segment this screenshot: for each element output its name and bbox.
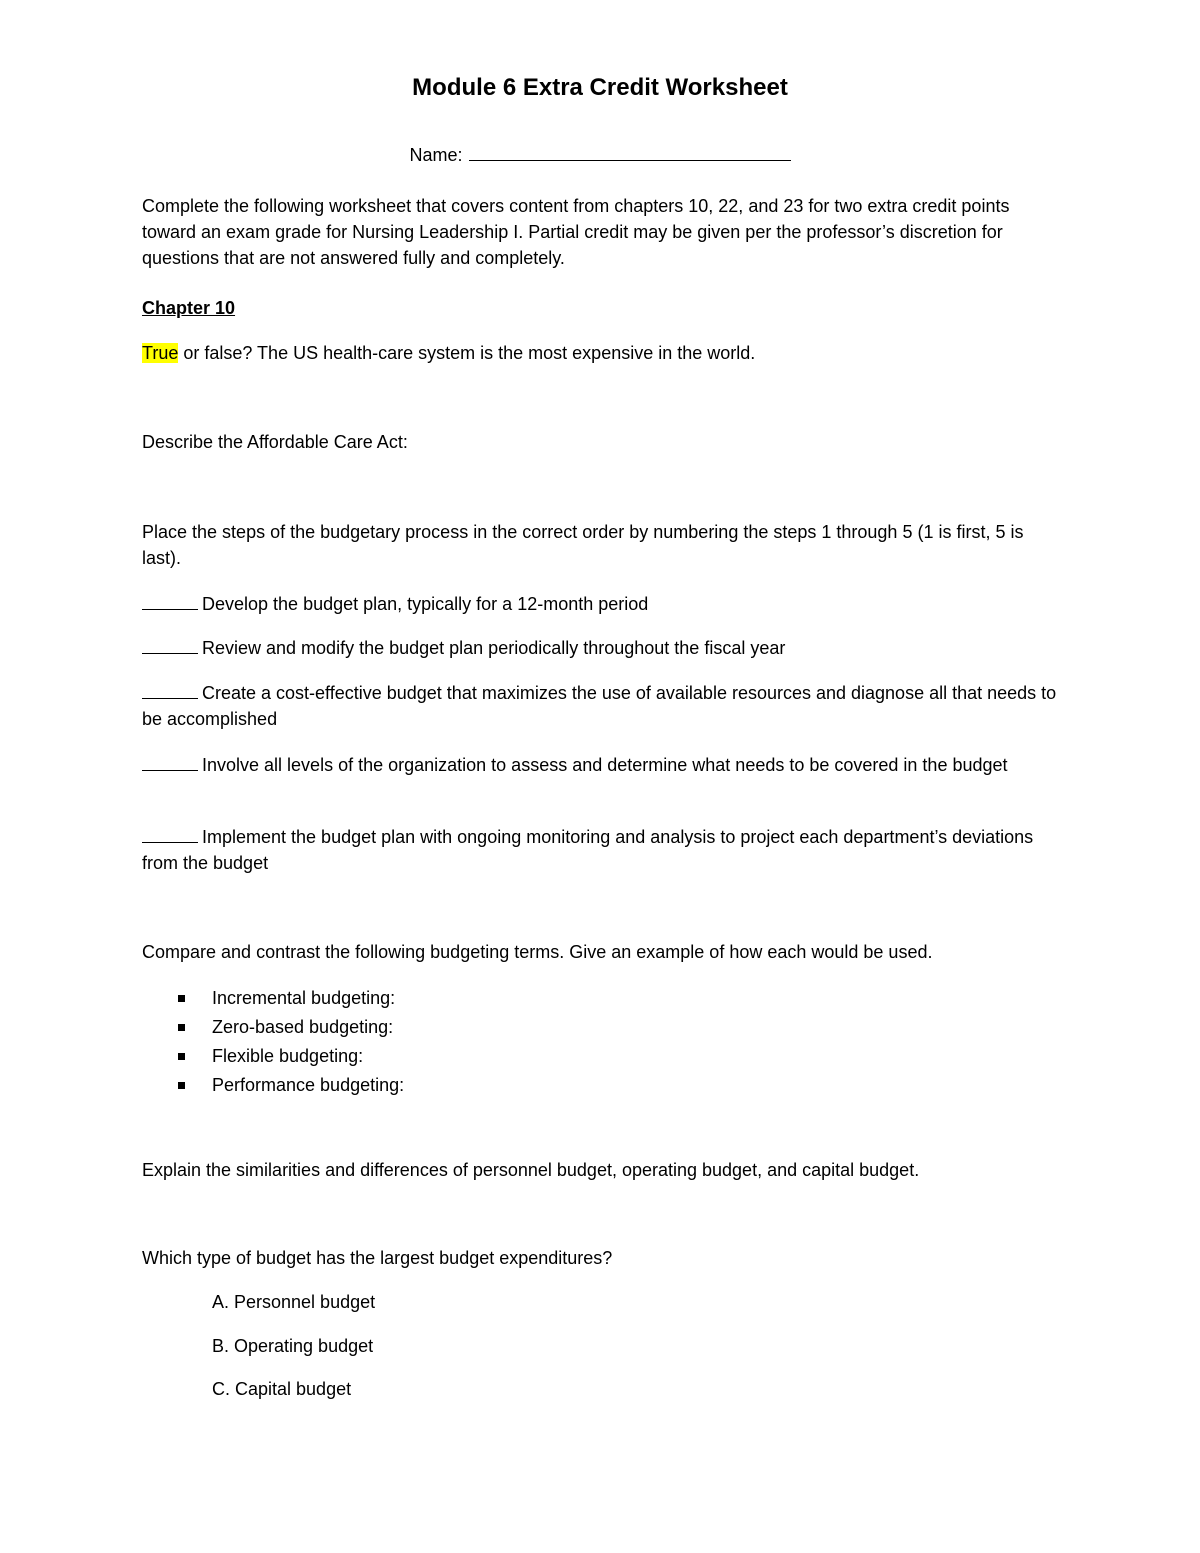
step-item <box>142 752 1062 778</box>
chapter-heading: Chapter 10 <box>142 298 236 318</box>
question-true-false-text: or false? The US health-care system is the most expensive in the world. <box>178 343 756 363</box>
highlighted-answer: True <box>142 343 179 363</box>
term-label: Flexible budgeting: <box>212 1046 364 1066</box>
question-aca: Describe the Affordable Care Act: <box>142 432 408 452</box>
step-text: Review and modify the budget plan periodically throughout the fiscal year <box>202 638 786 658</box>
answer-option-c: C. Capital budget <box>212 1379 352 1399</box>
question-budget-types: Explain the similarities and differences of personnel budget, operating budget, and capital budget. <box>142 1160 920 1180</box>
answer-option-b: B. Operating budget <box>212 1336 374 1356</box>
question-budget-steps: Place the steps of the budgetary process in the correct order by numbering the steps 1 through 5 (1 is first, 5 is last). <box>142 522 1024 568</box>
page-title: Module 6 Extra Credit Worksheet <box>412 74 788 101</box>
list-item <box>142 1044 404 1073</box>
step-blank[interactable] <box>142 637 198 654</box>
step-item <box>142 635 1062 661</box>
name-label: Name: <box>409 145 463 165</box>
step-text: Implement the budget plan with ongoing monitoring and analysis to project each department’s deviations from the budget <box>142 827 1034 873</box>
term-label: Incremental budgeting: <box>212 988 396 1008</box>
name-blank[interactable] <box>469 142 791 161</box>
step-item <box>142 680 1062 732</box>
term-label: Zero-based budgeting: <box>212 1017 394 1037</box>
step-blank[interactable] <box>142 826 198 843</box>
bullet-square-icon <box>178 1024 185 1031</box>
bullet-square-icon <box>178 1082 185 1089</box>
question-true-false <box>142 343 755 364</box>
list-item <box>142 1073 404 1102</box>
step-item <box>142 824 1062 876</box>
bullet-square-icon <box>178 995 185 1002</box>
step-blank[interactable] <box>142 593 198 610</box>
step-text: Involve all levels of the organization to assess and determine what needs to be covered in the budget <box>202 755 1008 775</box>
list-item <box>142 1015 404 1044</box>
question-largest-expenditure: Which type of budget has the largest budget expenditures? <box>142 1248 613 1268</box>
question-budgeting-terms: Compare and contrast the following budgeting terms. Give an example of how each would be used. <box>142 942 933 962</box>
step-text: Develop the budget plan, typically for a 12-month period <box>202 594 649 614</box>
list-item <box>142 986 404 1015</box>
step-text: Create a cost-effective budget that maximizes the use of available resources and diagnose all that needs to be accomplished <box>142 683 1057 729</box>
intro-paragraph: Complete the following worksheet that covers content from chapters 10, 22, and 23 for two extra credit points toward an exam grade for Nursing Leadership I. Partial credit may be given per the professor’s discretion for questions that are not answered fully and completely. <box>142 196 1010 268</box>
answer-option-a: A. Personnel budget <box>212 1292 376 1312</box>
term-label: Performance budgeting: <box>212 1075 405 1095</box>
step-item <box>142 591 1062 617</box>
budgeting-terms-list <box>142 986 404 1102</box>
step-blank[interactable] <box>142 682 198 699</box>
name-field-line <box>0 142 1200 166</box>
bullet-square-icon <box>178 1053 185 1060</box>
step-blank[interactable] <box>142 754 198 771</box>
